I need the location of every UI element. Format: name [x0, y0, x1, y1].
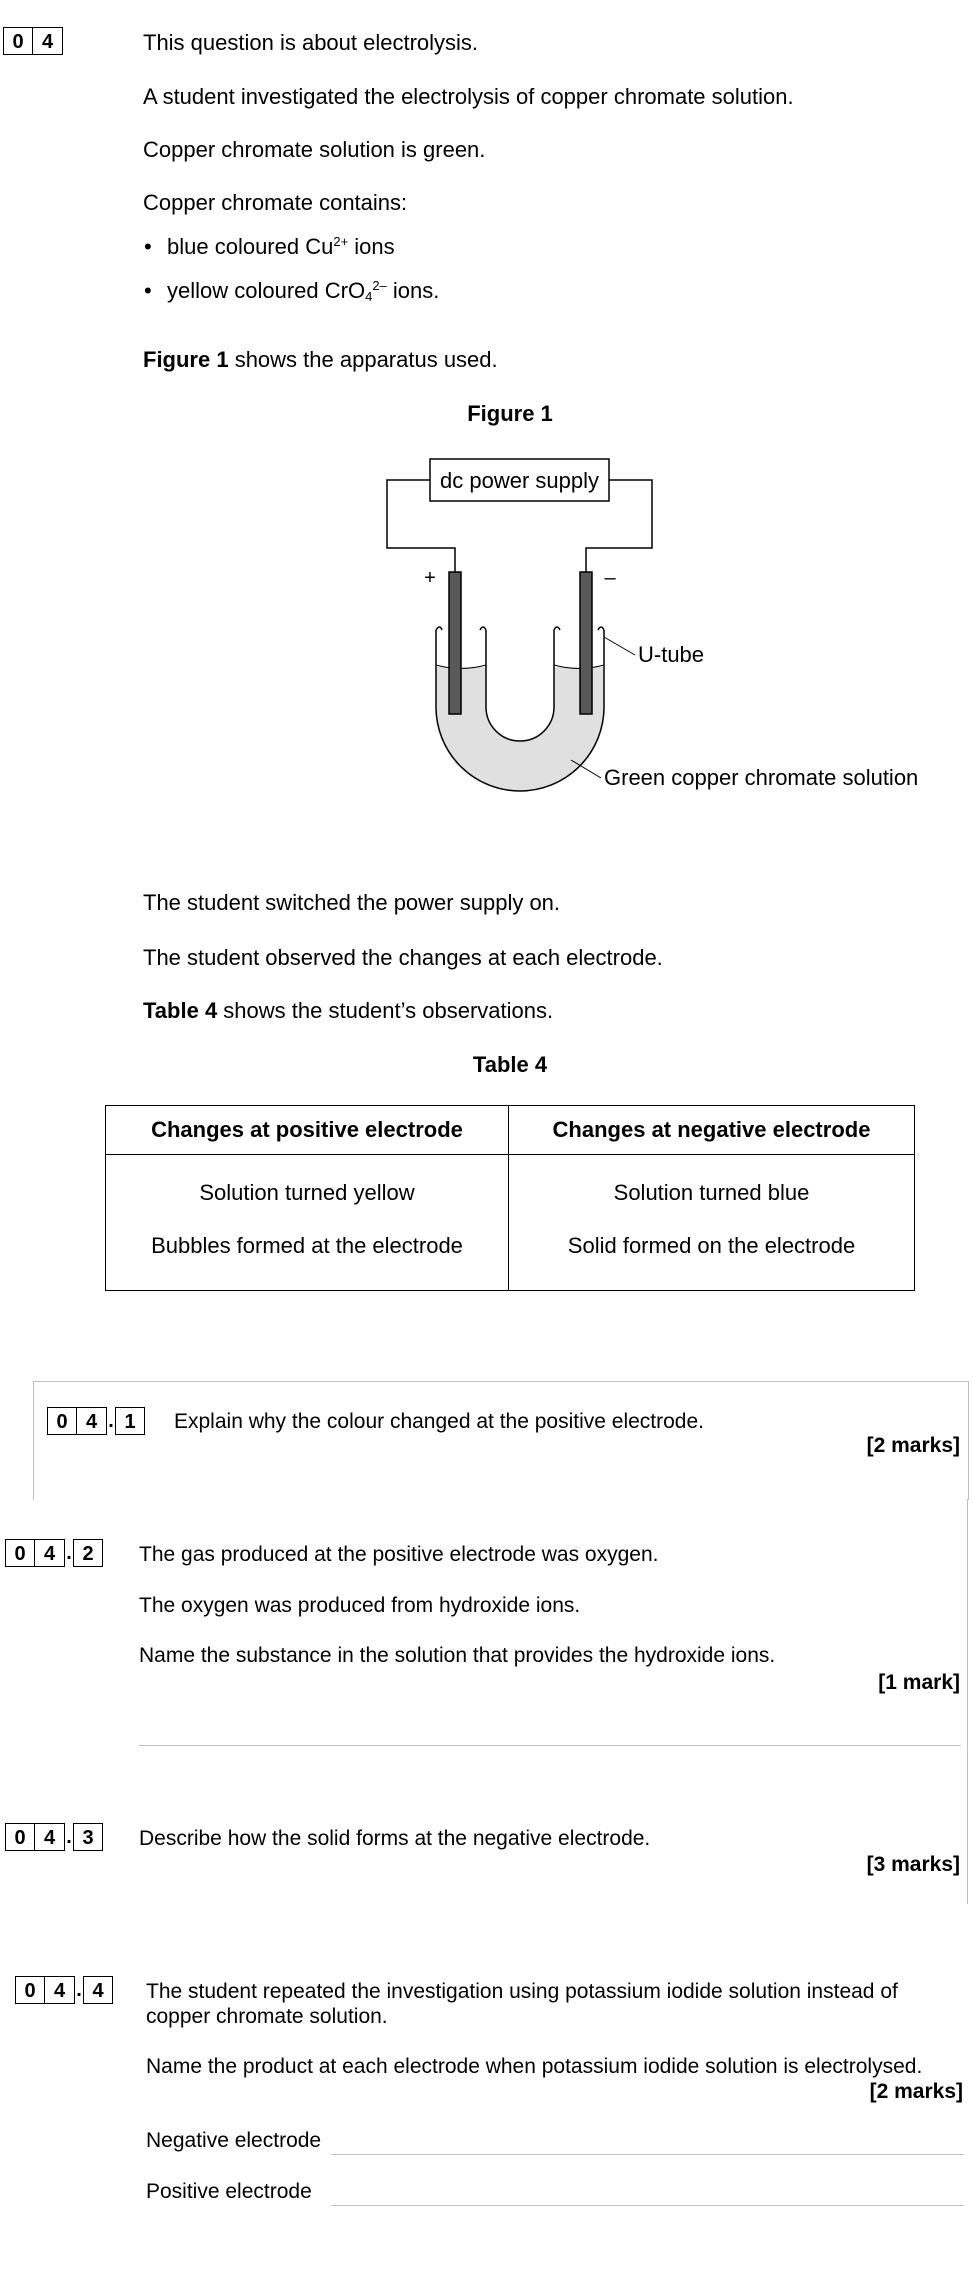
figure-ref-bold: Figure 1 [143, 347, 229, 372]
qnum-digit: 1 [115, 1407, 145, 1435]
intro-text: This question is about electrolysis. [143, 30, 479, 55]
positive-electrode-answer-line[interactable] [331, 2205, 964, 2206]
negative-electrode-label: Negative electrode [146, 2129, 322, 2152]
qnum-digit: 0 [47, 1407, 77, 1435]
qnum-digit: 3 [73, 1823, 103, 1851]
question-text: Name the product at each electrode when potassium iodide solution is electrolysed. [146, 2055, 923, 2078]
table-header-negative: Changes at negative electrode [509, 1106, 915, 1155]
answer-line[interactable] [139, 1745, 961, 1746]
power-supply-label: dc power supply [440, 468, 599, 493]
marks: [1 mark] [878, 1671, 960, 1694]
question-number-043 [5, 1823, 103, 1851]
bullet-text: ions [348, 234, 395, 259]
negative-electrode-answer-line[interactable] [331, 2154, 964, 2155]
question-text: The gas produced at the positive electrode was oxygen. [139, 1543, 659, 1566]
subscript: 4 [365, 289, 373, 304]
qnum-digit: 4 [35, 1823, 65, 1851]
paragraph: The student switched the power supply on. [143, 890, 561, 915]
positive-electrode-label: Positive electrode [146, 2180, 312, 2203]
qnum-dot: . [66, 1826, 72, 1848]
qnum-digit: 2 [73, 1539, 103, 1567]
qnum-dot: . [108, 1410, 114, 1432]
observation: Solution turned blue [613, 1180, 810, 1205]
marks: [2 marks] [869, 2080, 963, 2103]
qnum-digit: 4 [77, 1407, 107, 1435]
bullet-text: ions. [386, 278, 440, 303]
table-ref-bold: Table 4 [143, 998, 218, 1023]
question-text: copper chromate solution. [146, 2005, 388, 2028]
qnum-digit: 0 [5, 1539, 35, 1567]
question-number-041 [47, 1407, 145, 1435]
negative-electrode [580, 572, 592, 714]
question-number-042 [5, 1539, 103, 1567]
table-cell-positive [106, 1155, 509, 1291]
qnum-digit: 0 [15, 1976, 45, 2004]
table-header-positive: Changes at positive electrode [106, 1106, 509, 1155]
plus-sign: + [424, 567, 436, 589]
observation: Solution turned yellow [199, 1180, 415, 1205]
bullet-cu-ions [167, 233, 395, 261]
question-number-044 [15, 1976, 113, 2004]
right-margin-line [967, 1499, 968, 1904]
observations-table [105, 1105, 915, 1291]
figure-ref-text: shows the apparatus used. [228, 347, 498, 372]
question-number-04 [3, 27, 63, 55]
positive-electrode [449, 572, 461, 714]
table-reference [143, 997, 553, 1025]
u-tube-label: U-tube [638, 642, 705, 667]
figure-title: Figure 1 [467, 401, 553, 426]
marks: [3 marks] [866, 1853, 960, 1876]
minus-sign: – [604, 567, 616, 589]
table-title: Table 4 [472, 1052, 548, 1077]
qnum-digit: 4 [35, 1539, 65, 1567]
paragraph: A student investigated the electrolysis of copper chromate solution. [143, 84, 794, 109]
marks: [2 marks] [866, 1434, 960, 1457]
qnum-digit: 0 [5, 1823, 35, 1851]
paragraph: The student observed the changes at each electrode. [143, 945, 663, 970]
solution-label: Green copper chromate solution [604, 765, 919, 790]
u-tube-leader [604, 637, 635, 655]
bullet-text: blue coloured Cu [167, 234, 334, 259]
paragraph: Copper chromate solution is green. [143, 137, 486, 162]
question-text: Describe how the solid forms at the negative electrode. [139, 1827, 651, 1850]
qnum-digit: 4 [33, 27, 63, 55]
table-cell-negative [509, 1155, 915, 1291]
question-text: Explain why the colour changed at the positive electrode. [174, 1410, 704, 1433]
qnum-dot: . [76, 1979, 82, 2001]
bullet-text: yellow coloured CrO [167, 278, 366, 303]
charge-superscript: 2+ [333, 234, 349, 249]
part-041-frame [33, 1381, 969, 1500]
apparatus-diagram [370, 440, 950, 820]
qnum-digit: 4 [83, 1976, 113, 2004]
charge-superscript: 2– [372, 278, 387, 293]
qnum-dot: . [66, 1542, 72, 1564]
observation: Solid formed on the electrode [567, 1233, 856, 1258]
qnum-digit: 4 [45, 1976, 75, 2004]
bullet-cro4-ions [167, 277, 439, 305]
question-text: The oxygen was produced from hydroxide ions. [139, 1594, 581, 1617]
question-text: Name the substance in the solution that provides the hydroxide ions. [139, 1644, 776, 1667]
question-text: The student repeated the investigation using potassium iodide solution instead of [146, 1980, 898, 2003]
qnum-digit: 0 [3, 27, 33, 55]
figure-reference [143, 346, 498, 374]
observation: Bubbles formed at the electrode [151, 1233, 463, 1258]
table-ref-text: shows the student’s observations. [217, 998, 554, 1023]
paragraph: Copper chromate contains: [143, 190, 408, 215]
